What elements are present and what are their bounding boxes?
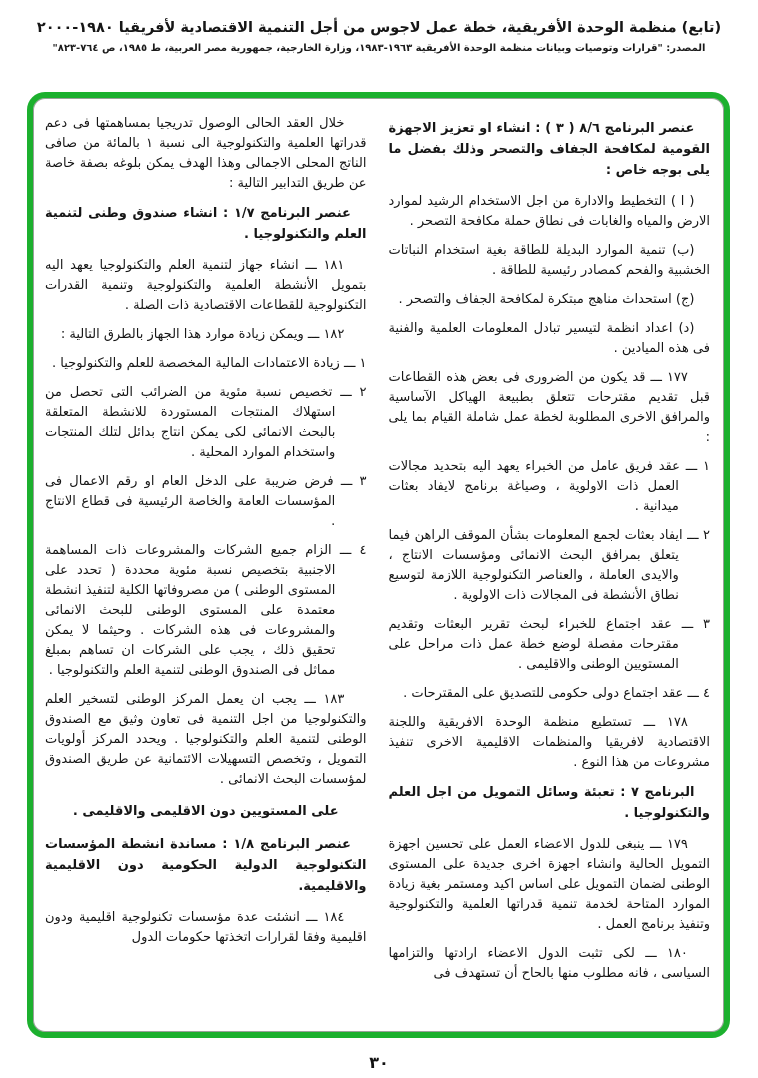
text-block: ( ا ) التخطيط والادارة من اجل الاستخدام الرشيد لموارد الارض والمياه والغابات فى نطاق حملة مكافحة التصحر . — [388, 194, 710, 229]
text-block: (د) اعداد انظمة لتيسير تبادل المعلومات العلمية والفنية فى هذه الميادين . — [388, 321, 710, 356]
page-number: ٣٠ — [369, 1053, 389, 1072]
text-block: ١٨٤ ـــ انشئت عدة مؤسسات تكنولوجية اقليمية ودون اقليمية وفقا لقرارات اتخذتها حكومات الدول — [45, 910, 367, 945]
green-annotation-frame — [27, 92, 730, 1038]
column-right — [389, 114, 711, 1022]
page-header — [0, 20, 758, 54]
text-block: ١٨٣ ـــ يجب ان يعمل المركز الوطنى لتسخير العلم والتكنولوجيا من اجل التنمية فى تعاون وثيق مع الصندوق الوطنى لتنمية العلم والتكنولوجيا . ويحدد المركز أولويات التمويل ، وتخصص التسهيلات الائتمانية عن طريق الصندوق لمؤسسات البحث الانمائى . — [45, 692, 367, 787]
text-block: (ج) استحداث مناهج مبتكرة لمكافحة الجفاف والتصحر . — [398, 292, 695, 307]
text-block: ١٧٧ ـــ قد يكون من الضرورى فى بعض هذه القطاعات قبل تقديم مقترحات تتعلق بطبيعة الهياكل الآساسية والمرافق الاخرى المطلوبة لخطة عمل شاملة القيام بما يلى : — [388, 370, 710, 445]
text-block: على المستويين دون الاقليمى والاقليمى . — [72, 804, 339, 819]
column-left — [45, 114, 367, 1022]
text-block: ١٧٩ ـــ ينبغى للدول الاعضاء العمل على تحسين اجهزة التمويل الحالية وانشاء اجهزة اخرى جديدة على المستوى الوطنى لضمان التمويل على اساس اكيد ومستمر بغية زيادة الموارد المتاحة لخدمة تنمية قدراتها العلمية والتكنولوجية وتنفيذ برنامج العمل . — [388, 837, 710, 932]
text-block: (ب) تنمية الموارد البديلة للطاقة بغية استخدام النباتات الخشبية والفحم كمصادر رئيسية للطاقة . — [388, 243, 710, 278]
document-title: (تابع) منظمة الوحدة الأفريقية، خطة عمل لاجوس من أجل التنمية الاقتصادية لأفريقيا ١٩٨٠-٢٠٠٠ — [36, 20, 722, 36]
two-column-layout — [45, 114, 710, 1022]
program-heading: البرنامج ٧ : تعبئة وسائل التمويل من اجل العلم والتكنولوجيا . — [388, 785, 710, 821]
program-heading: عنصر البرنامج ١/٧ : انشاء صندوق وطنى لتنمية العلم والتكنولوجيا . — [45, 206, 367, 242]
text-block: ٣ ـــ عقد اجتماع للخبراء لبحث تقرير البعثات وتقديم مقترحات مفصلة لوضع خطة عمل ذات مراحل على المستويين الوطنى والاقليمى . — [388, 617, 710, 672]
text-block: ١٨٠ ـــ لكى تثبت الدول الاعضاء ارادتها والتزامها السياسى ، فانه مطلوب منها بالحاح أن تستهدف فى — [388, 946, 710, 981]
text-block: ٢ ـــ تخصيص نسبة مئوية من الضرائب التى تحصل من استهلاك المنتجات المستوردة للانشطة المتعلقة بالبحث الانمائى لكى يمكن انتاج بدائل لتلك المنتجات واستخدام الموارد المحلية . — [45, 385, 367, 460]
text-block: ١ ـــ زيادة الاعتمادات المالية المخصصة للعلم والتكنولوجيا . — [52, 356, 367, 371]
text-block: ٤ ـــ الزام جميع الشركات والمشروعات ذات المساهمة الاجنبية بتخصيص نسبة مئوية محددة ( تحدد على المستوى الوطنى ) من مصروفاتها الكلية لتنفيذ انشطة معتمدة على المستوى الوطنى للبحث الانمائى والمشروعات فى هذه الشركات . وحيثما لا يمكن تحقيق ذلك ، يجب على الشركات ان تساهم بمبلغ مماثل فى الصندوق الوطنى لتنمية العلم والتكنولوجيا . — [45, 543, 367, 678]
text-block: ١٨٢ ـــ ويمكن زيادة موارد هذا الجهاز بالطرق التالية : — [60, 327, 345, 342]
text-block: خلال العقد الحالى الوصول تدريجيا بمساهمتها فى دعم قدراتها العلمية والتكنولوجية الى نسبة ١ بالمائة من صافى الناتج المحلى الاجمالى وهذا الهدف يمكن بلوغه بصفة خاصة عن طريق التدابير التالية : — [45, 116, 367, 191]
text-block: ٢ ـــ ايفاد بعثات لجمع المعلومات بشأن الموقف الراهن فيما يتعلق بمرافق البحث الانمائى ومؤسسات الانتاج ، والايدى العاملة ، والعناصر التكنولوجية اللازمة لتوسيع نطاق الأنشطة فى المجالات ذات الاولوية . — [388, 528, 710, 603]
text-block: ١٧٨ ـــ تستطيع منظمة الوحدة الافريقية واللجنة الاقتصادية لافريقيا والمنظمات الاقليمية الاخرى تنفيذ مشروعات من هذا النوع . — [388, 715, 710, 770]
text-block: ١ ـــ عقد فريق عامل من الخبراء يعهد اليه بتحديد مجالات العمل ذات الاولوية ، وصياغة برنامج لايفاد بعثات ميدانية . — [388, 459, 710, 514]
source-citation: المصدر: "قرارات وتوصيات وبيانات منظمة الوحدة الأفريقية ١٩٦٣-١٩٨٣، وزارة الخارجية، جمهورية مصر العربية، ط ١٩٨٥، ص ٧٦٤-٨٢٣" — [52, 43, 706, 54]
text-block: ٤ ـــ عقد اجتماع دولى حكومى للتصديق على المقترحات . — [403, 686, 710, 701]
text-block: ٣ ـــ فرض ضريبة على الدخل العام او رقم الاعمال فى المؤسسات العامة والخاصة الرئيسية فى قطاع الانتاج . — [45, 474, 367, 529]
text-block: ١٨١ ـــ انشاء جهاز لتنمية العلم والتكنولوجيا يعهد اليه بتمويل الأنشطة العلمية والتكنولوجية وتنمية القدرات التكنولوجية للقطاعات الاقتصادية ذات الصلة . — [45, 258, 367, 313]
program-heading: عنصر البرنامج ٨/٦ ( ٣ ) : انشاء او تعزيز الاجهزة القومية لمكافحة الجفاف والتصحر وذلك بفضل ما يلى بوجه خاص : — [388, 121, 710, 178]
program-heading: عنصر البرنامج ١/٨ : مساندة انشطة المؤسسات التكنولوجية الدولية الحكومية دون الاقليمية والاقليمية. — [45, 837, 367, 894]
